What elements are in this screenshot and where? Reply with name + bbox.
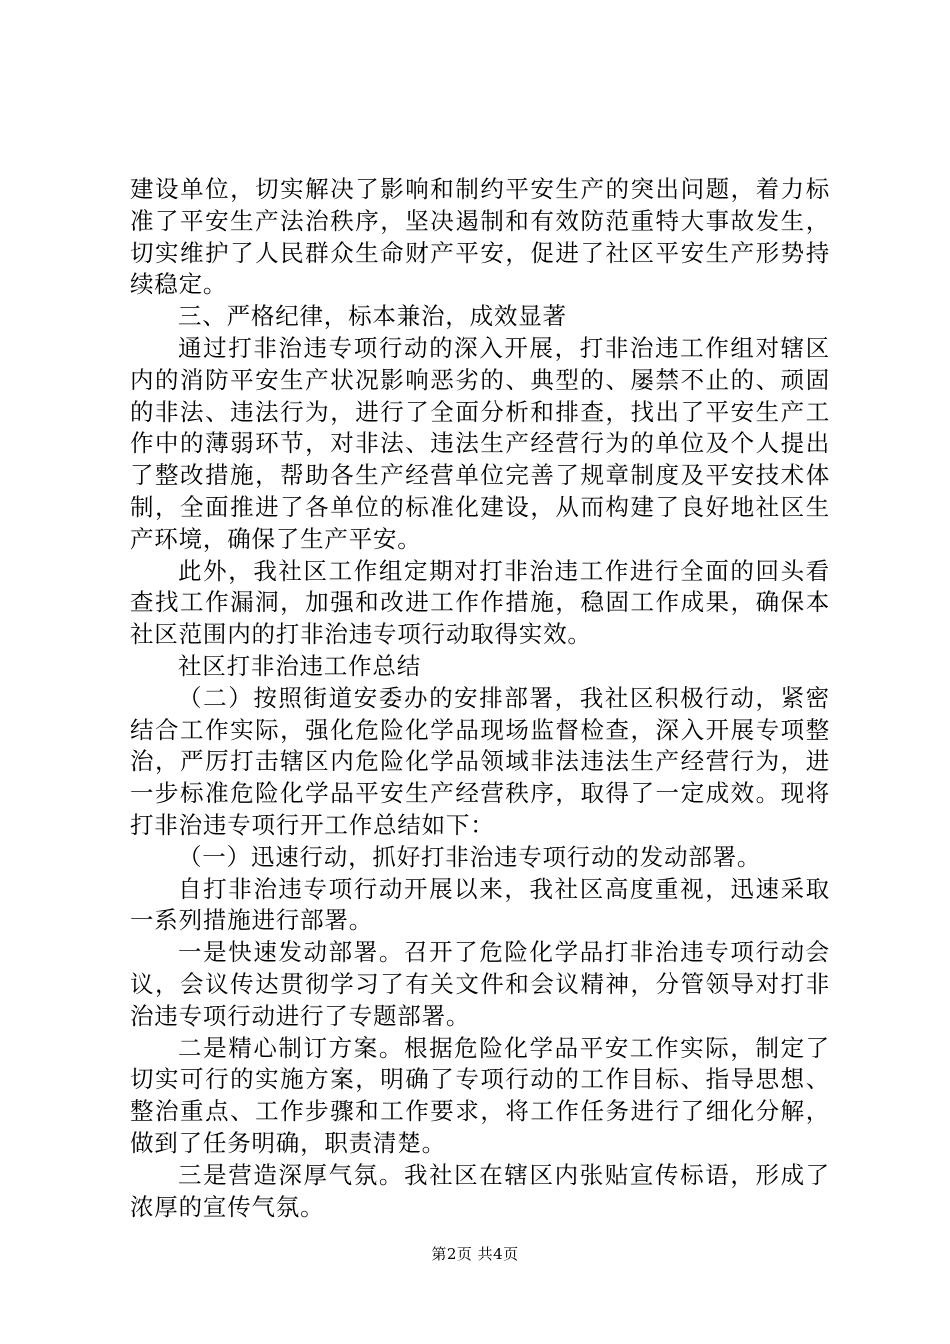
paragraph: 自打非治违专项行动开展以来，我社区高度重视，迅速采取一系列措施进行部署。	[130, 874, 830, 935]
paragraph: 此外，我社区工作组定期对打非治违工作进行全面的回头看查找工作漏洞，加强和改进工作作措施，稳固工作成果，确保本社区范围内的打非治违专项行动取得实效。	[130, 556, 830, 649]
paragraph: （二）按照街道安委办的安排部署，我社区积极行动，紧密结合工作实际，强化危险化学品现场监督检查，深入开展专项整治，严厉打击辖区内危险化学品领域非法违法生产经营行为，进一步标准危险化学品平安生产经营秩序，取得了一定成效。现将打非治违专项行开工作总结如下：	[130, 683, 830, 839]
paragraph: 建设单位，切实解决了影响和制约平安生产的突出问题，着力标准了平安生产法治秩序，坚决遏制和有效防范重特大事故发生，切实维护了人民群众生命财产平安，促进了社区平安生产形势持续稳定。	[130, 175, 830, 299]
paragraph: 一是快速发动部署。召开了危险化学品打非治违专项行动会议，会议传达贯彻学习了有关文件和会议精神，分管领导对打非治违专项行动进行了专题部署。	[130, 938, 830, 1030]
paragraph: 三是营造深厚气氛。我社区在辖区内张贴宣传标语，形成了浓厚的宣传气氛。	[130, 1160, 830, 1221]
document-subtitle: 社区打非治违工作总结	[178, 651, 421, 680]
paragraph: 通过打非治违专项行动的深入开展，打非治违工作组对辖区内的消防平安生产状况影响恶劣的、典型的、屡禁不止的、顽固的非法、违法行为，进行了全面分析和排查，找出了平安生产工作中的薄弱环节，对非法、违法生产经营行为的单位及个人提出了整改措施，帮助各生产经营单位完善了规章制度及平安技术体制，全面推进了各单位的标准化建设，从而构建了良好地社区生产环境，确保了生产平安。	[130, 333, 830, 553]
document-body	[130, 174, 830, 1223]
paragraph: 二是精心制订方案。根据危险化学品平安工作实际，制定了切实可行的实施方案，明确了专项行动的工作目标、指导思想、整治重点、工作步骤和工作要求，将工作任务进行了细化分解，做到了任务明确，职责清楚。	[130, 1033, 830, 1157]
section-heading: 三、严格纪律，标本兼治，成效显著	[178, 302, 567, 331]
page-number-footer: 第2页 共4页	[431, 1245, 519, 1263]
section-heading: （一）迅速行动，抓好打非治违专项行动的发动部署。	[178, 842, 762, 871]
